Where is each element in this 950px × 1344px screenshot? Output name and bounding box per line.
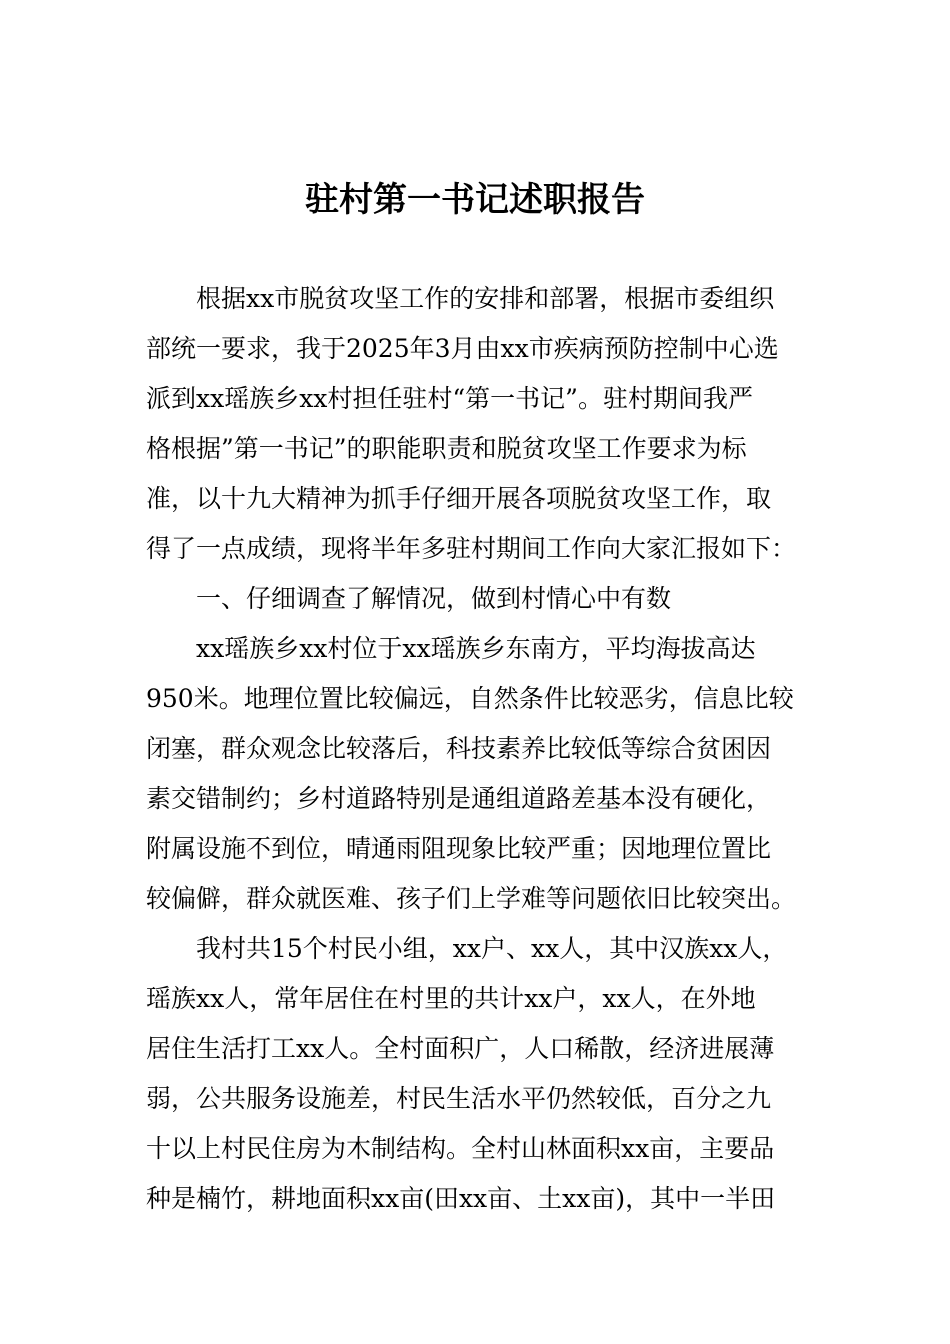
body-line-9: 950米。地理位置比较偏远，自然条件比较恶劣，信息比较 xyxy=(146,684,794,713)
document-body xyxy=(146,274,816,1224)
body-line-8: xx瑶族乡xx村位于xx瑶族乡东南方，平均海拔高达 xyxy=(196,634,756,663)
body-line-10: 闭塞，群众观念比较落后，科技素养比较低等综合贫困因 xyxy=(146,734,772,763)
body-line-12: 附属设施不到位，晴通雨阻现象比较严重；因地理位置比 xyxy=(146,834,772,863)
body-line-17: 弱，公共服务设施差，村民生活水平仍然较低，百分之九 xyxy=(146,1084,772,1113)
document-title: 驻村第一书记述职报告 xyxy=(305,180,645,220)
body-line-11: 素交错制约；乡村道路特别是通组道路差基本没有硬化， xyxy=(146,784,772,813)
body-line-14: 我村共15个村民小组，xx户、xx人，其中汉族xx人， xyxy=(196,934,788,963)
body-line-3: 派到xx瑶族乡xx村担任驻村“第一书记”。驻村期间我严 xyxy=(146,384,753,413)
body-line-18: 十以上村民住房为木制结构。全村山林面积xx亩，主要品 xyxy=(146,1134,775,1163)
body-line-5: 准，以十九大精神为抓手仔细开展各项脱贫攻坚工作，取 xyxy=(146,484,772,513)
body-line-19: 种是楠竹，耕地面积xx亩(田xx亩、土xx亩)，其中一半田 xyxy=(146,1184,776,1213)
body-line-13: 较偏僻，群众就医难、孩子们上学难等问题依旧比较突出。 xyxy=(146,884,797,913)
body-line-4: 格根据”第一书记”的职能职责和脱贫攻坚工作要求为标 xyxy=(146,434,747,463)
body-line-2: 部统一要求，我于2025年3月由xx市疾病预防控制中心选 xyxy=(146,334,779,363)
body-line-6: 得了一点成绩，现将半年多驻村期间工作向大家汇报如下： xyxy=(146,534,797,563)
body-line-16: 居住生活打工xx人。全村面积广，人口稀散，经济进展薄 xyxy=(146,1034,775,1063)
body-line-1: 根据xx市脱贫攻坚工作的安排和部署，根据市委组织 xyxy=(196,284,775,313)
section-heading-1: 一、仔细调查了解情况，做到村情心中有数 xyxy=(196,584,672,613)
body-line-15: 瑶族xx人，常年居住在村里的共计xx户，xx人，在外地 xyxy=(146,984,756,1013)
